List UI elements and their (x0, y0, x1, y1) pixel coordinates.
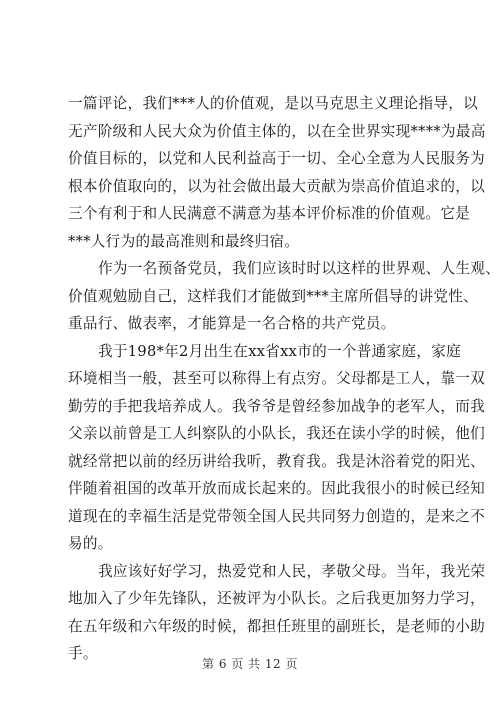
text-line: 重品行、做表率，才能算是一名合格的共产党员。 (68, 315, 396, 332)
page-number-footer: 第 6 页 共 12 页 (202, 657, 298, 671)
paragraph (68, 338, 486, 558)
document-body (68, 90, 500, 668)
text-line: 价值观勉励自己，这样我们才能做到***主席所倡导的讲党性、 (68, 287, 479, 305)
text-line: 我于198*年2月出生在xx省xx市的一个普通家庭，家庭 (98, 342, 462, 360)
text-line: 手。 (68, 645, 98, 662)
text-line: 环境相当一般，甚至可以称得上有点穷。父母都是工人，靠一双 (68, 370, 486, 387)
text-line: 就经常把以前的经历讲给我听，教育我。我是沐浴着党的阳光、 (68, 452, 486, 470)
text-line: 地加入了少年先锋队，还被评为小队长。之后我更加努力学习， (68, 590, 486, 607)
text-line: 伴随着祖国的改革开放而成长起来的。因此我很小的时候已经知 (68, 480, 486, 497)
text-line: 一篇评论，我们***人的价值观，是以马克思主义理论指导，以 (68, 95, 479, 112)
text-line: 作为一名预备党员，我们应该时时以这样的世界观、人生观、 (98, 260, 500, 277)
text-line: 在五年级和六年级的时候，都担任班里的副班长，是老师的小助 (68, 617, 486, 635)
text-line: 三个有利于和人民满意不满意为基本评价标准的价值观。它是 (68, 205, 471, 222)
text-line: 父亲以前曾是工人纠察队的小队长，我还在读小学的时候，他们 (68, 425, 486, 442)
paragraph (68, 90, 486, 255)
text-line: 根本价值取向的，以为社会做出最大贡献为崇高价值追求的，以 (68, 177, 486, 195)
text-line: 我应该好好学习，热爱党和人民，孝敬父母。当年，我光荣 (98, 562, 486, 580)
text-line: 勤劳的手把我培养成人。我爷爷是曾经参加战争的老军人，而我 (68, 397, 486, 415)
paragraph (68, 558, 486, 668)
text-line: 无产阶级和人民大众为价值主体的，以在全世界实现****为最高 (68, 122, 486, 140)
paragraph (68, 255, 500, 338)
text-line: 价值目标的，以党和人民利益高于一切、全心全意为人民服务为 (68, 150, 486, 167)
text-line: 易的。 (68, 535, 113, 552)
text-line: ***人行为的最高准则和最终归宿。 (68, 232, 300, 250)
text-line: 道现在的幸福生活是党带领全国人民共同努力创造的，是来之不 (68, 507, 486, 525)
